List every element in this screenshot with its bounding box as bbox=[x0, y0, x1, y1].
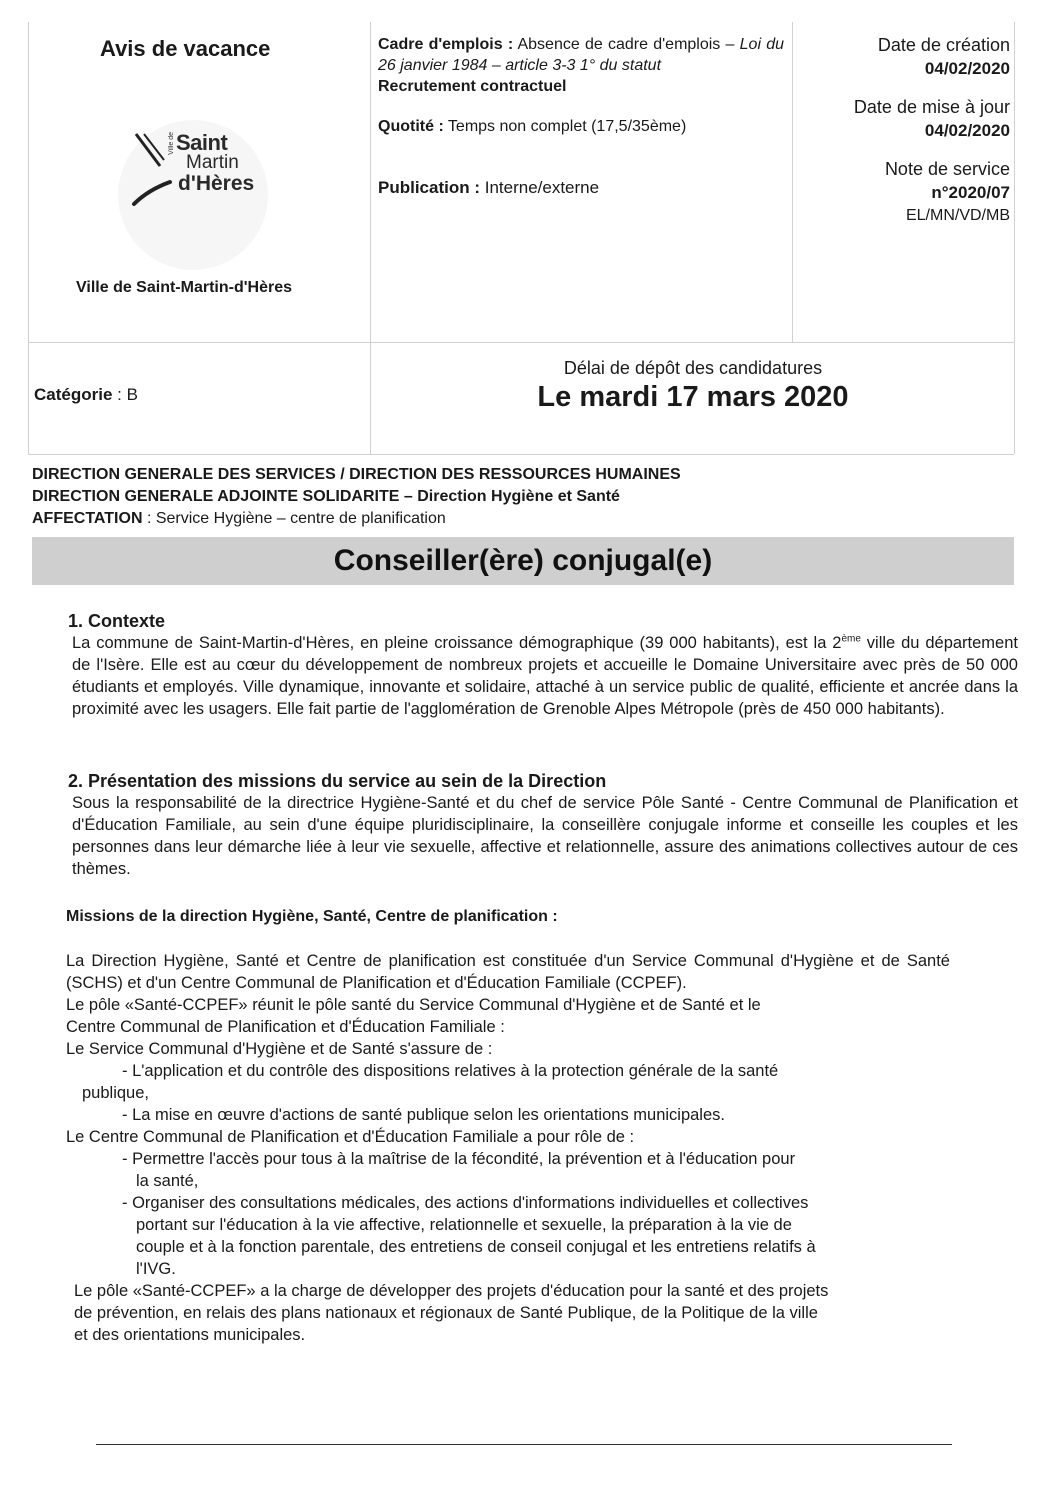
direction-block bbox=[32, 464, 681, 530]
missions-b4d: l'IVG. bbox=[136, 1260, 176, 1278]
missions-b3a: - Permettre l'accès pour tous à la maîtrise de la fécondité, la prévention et à l'éducation pour bbox=[122, 1150, 796, 1168]
publication-label: Publication : bbox=[378, 178, 480, 197]
city-logo bbox=[118, 120, 268, 240]
header-divider bbox=[792, 22, 793, 342]
missions-b3b: la santé, bbox=[136, 1172, 199, 1190]
cadre-value: Absence de cadre d'emplois – bbox=[513, 36, 740, 53]
header-divider bbox=[370, 22, 371, 454]
presentation-section bbox=[68, 770, 1018, 880]
quotite-label: Quotité : bbox=[378, 118, 444, 135]
header-divider bbox=[1014, 22, 1015, 454]
header-divider bbox=[28, 22, 29, 454]
note-service-label: Note de service bbox=[884, 159, 1010, 179]
logo-saint-text: Saint bbox=[176, 130, 228, 155]
missions-b4b: portant sur l'éducation à la vie affective, relationnelle et sexuelle, la préparation à la vie de bbox=[136, 1216, 792, 1234]
avis-title: Avis de vacance bbox=[100, 36, 271, 61]
publication-value: Interne/externe bbox=[480, 178, 600, 197]
missions-p2b: Centre Communal de Planification et d'Éducation Familiale : bbox=[66, 1018, 505, 1036]
note-service-value: n°2020/07 bbox=[931, 183, 1010, 202]
presentation-title: 2. Présentation des missions du service au sein de la Direction bbox=[68, 771, 607, 791]
missions-p2a: Le pôle «Santé-CCPEF» réunit le pôle santé du Service Communal d'Hygiène et de Santé et le bbox=[66, 996, 761, 1014]
date-maj-value: 04/02/2020 bbox=[924, 121, 1010, 140]
logo-martin-text: Martin bbox=[186, 152, 239, 173]
missions-p1: La Direction Hygiène, Santé et Centre de planification est constituée d'un Service Communal d'Hygiène et de Santé (SCHS) et d'un Centre Communal de Planification et d'Éducation Familiale (CCPEF). bbox=[66, 952, 950, 992]
logo-heres-text: d'Hères bbox=[178, 172, 255, 195]
header-divider bbox=[28, 342, 1014, 343]
categorie bbox=[34, 385, 138, 405]
logo-ville-text: Ville de bbox=[168, 132, 175, 155]
date-creation-label: Date de création bbox=[877, 35, 1010, 55]
affectation-value: : Service Hygiène – centre de planification bbox=[142, 510, 446, 527]
affectation-label: AFFECTATION bbox=[32, 510, 143, 527]
quotite bbox=[378, 116, 784, 137]
missions-b1b: publique, bbox=[82, 1084, 149, 1102]
date-maj-label: Date de mise à jour bbox=[853, 97, 1010, 117]
contexte-text bbox=[72, 632, 1018, 720]
missions-b2: - La mise en œuvre d'actions de santé publique selon les orientations municipales. bbox=[122, 1106, 725, 1124]
missions-p3: Le Service Communal d'Hygiène et de Santé s'assure de : bbox=[66, 1040, 493, 1058]
missions-section bbox=[66, 950, 950, 1346]
cadre-emplois bbox=[378, 34, 784, 76]
dates-column bbox=[800, 34, 1010, 227]
cadre-legal-ref: Loi du 26 janvier 1984 – article 3-3 1° du statut bbox=[378, 36, 785, 74]
job-title-banner bbox=[32, 537, 1014, 585]
missions-b1a: - L'application et du contrôle des dispositions relatives à la protection générale de la santé bbox=[122, 1062, 779, 1080]
missions-p5a: Le pôle «Santé-CCPEF» a la charge de développer des projets d'éducation pour la santé et des projets bbox=[74, 1282, 829, 1300]
contexte-text-b: ville du département de l'Isère. Elle est au cœur du développement de nombreux projets et accueille le Domaine Universitaire avec près de 50 000 étudiants et employés. Ville dynamique, innovante et solidaire, attaché à un service public de qualité, efficiente et ancrée dans la proximité avec les usagers. Elle fait partie de l'agglomération de Grenoble Alpes Métropole (près de 450 000 habitants). bbox=[72, 634, 1018, 718]
missions-title-block bbox=[66, 906, 1016, 928]
job-title: Conseiller(ère) conjugal(e) bbox=[333, 544, 713, 577]
delai-date: Le mardi 17 mars 2020 bbox=[537, 381, 849, 413]
contexte-text-a: La commune de Saint-Martin-d'Hères, en pleine croissance démographique (39 000 habitants), est la 2 bbox=[72, 634, 842, 652]
missions-p5c: et des orientations municipales. bbox=[74, 1326, 306, 1344]
note-initials: EL/MN/VD/MB bbox=[905, 207, 1010, 224]
categorie-label: Catégorie bbox=[34, 385, 113, 404]
missions-p5b: de prévention, en relais des plans nationaux et régionaux de Santé Publique, de la Politique de la ville bbox=[74, 1304, 818, 1322]
missions-b4a: - Organiser des consultations médicales, des actions d'informations individuelles et collectives bbox=[122, 1194, 809, 1212]
affectation bbox=[32, 508, 681, 530]
categorie-value: : B bbox=[112, 385, 138, 404]
recrutement-type: Recrutement contractuel bbox=[378, 78, 567, 95]
contexte-sup: ème bbox=[841, 633, 861, 645]
quotite-value: Temps non complet (17,5/35ème) bbox=[443, 118, 687, 135]
header-divider bbox=[28, 454, 1014, 455]
footer-rule bbox=[96, 1444, 952, 1445]
contexte-section bbox=[68, 610, 1018, 720]
missions-p4: Le Centre Communal de Planification et d'Éducation Familiale a pour rôle de : bbox=[66, 1128, 635, 1146]
presentation-text: Sous la responsabilité de la directrice Hygiène-Santé et du chef de service Pôle Santé - Centre Communal de Planification et d'Éducation Familiale, au sein d'une équipe pluridisciplinaire, la conseillère conjugale informe et conseille les couples et les personnes dans leur démarche liée à leur vie sexuelle, affective et relationnelle, assure des animations collectives autour de ces thèmes. bbox=[72, 794, 1018, 878]
publication bbox=[378, 177, 784, 198]
missions-b4c: couple et à la fonction parentale, des entretiens de conseil conjugal et les entretiens relatifs à bbox=[136, 1238, 816, 1256]
direction-line-1: DIRECTION GENERALE DES SERVICES / DIRECTION DES RESSOURCES HUMAINES bbox=[32, 466, 681, 483]
contexte-title: 1. Contexte bbox=[68, 611, 166, 631]
ville-name: Ville de Saint-Martin-d'Hères bbox=[76, 279, 293, 296]
job-info-column bbox=[378, 34, 784, 198]
date-creation-value: 04/02/2020 bbox=[924, 59, 1010, 78]
direction-line-2: DIRECTION GENERALE ADJOINTE SOLIDARITE – Direction Hygiène et Santé bbox=[32, 488, 620, 505]
missions-title: Missions de la direction Hygiène, Santé, Centre de planification : bbox=[66, 908, 558, 925]
delai-depot bbox=[380, 358, 1006, 414]
cadre-label: Cadre d'emplois : bbox=[378, 36, 514, 53]
delai-label: Délai de dépôt des candidatures bbox=[563, 358, 823, 378]
